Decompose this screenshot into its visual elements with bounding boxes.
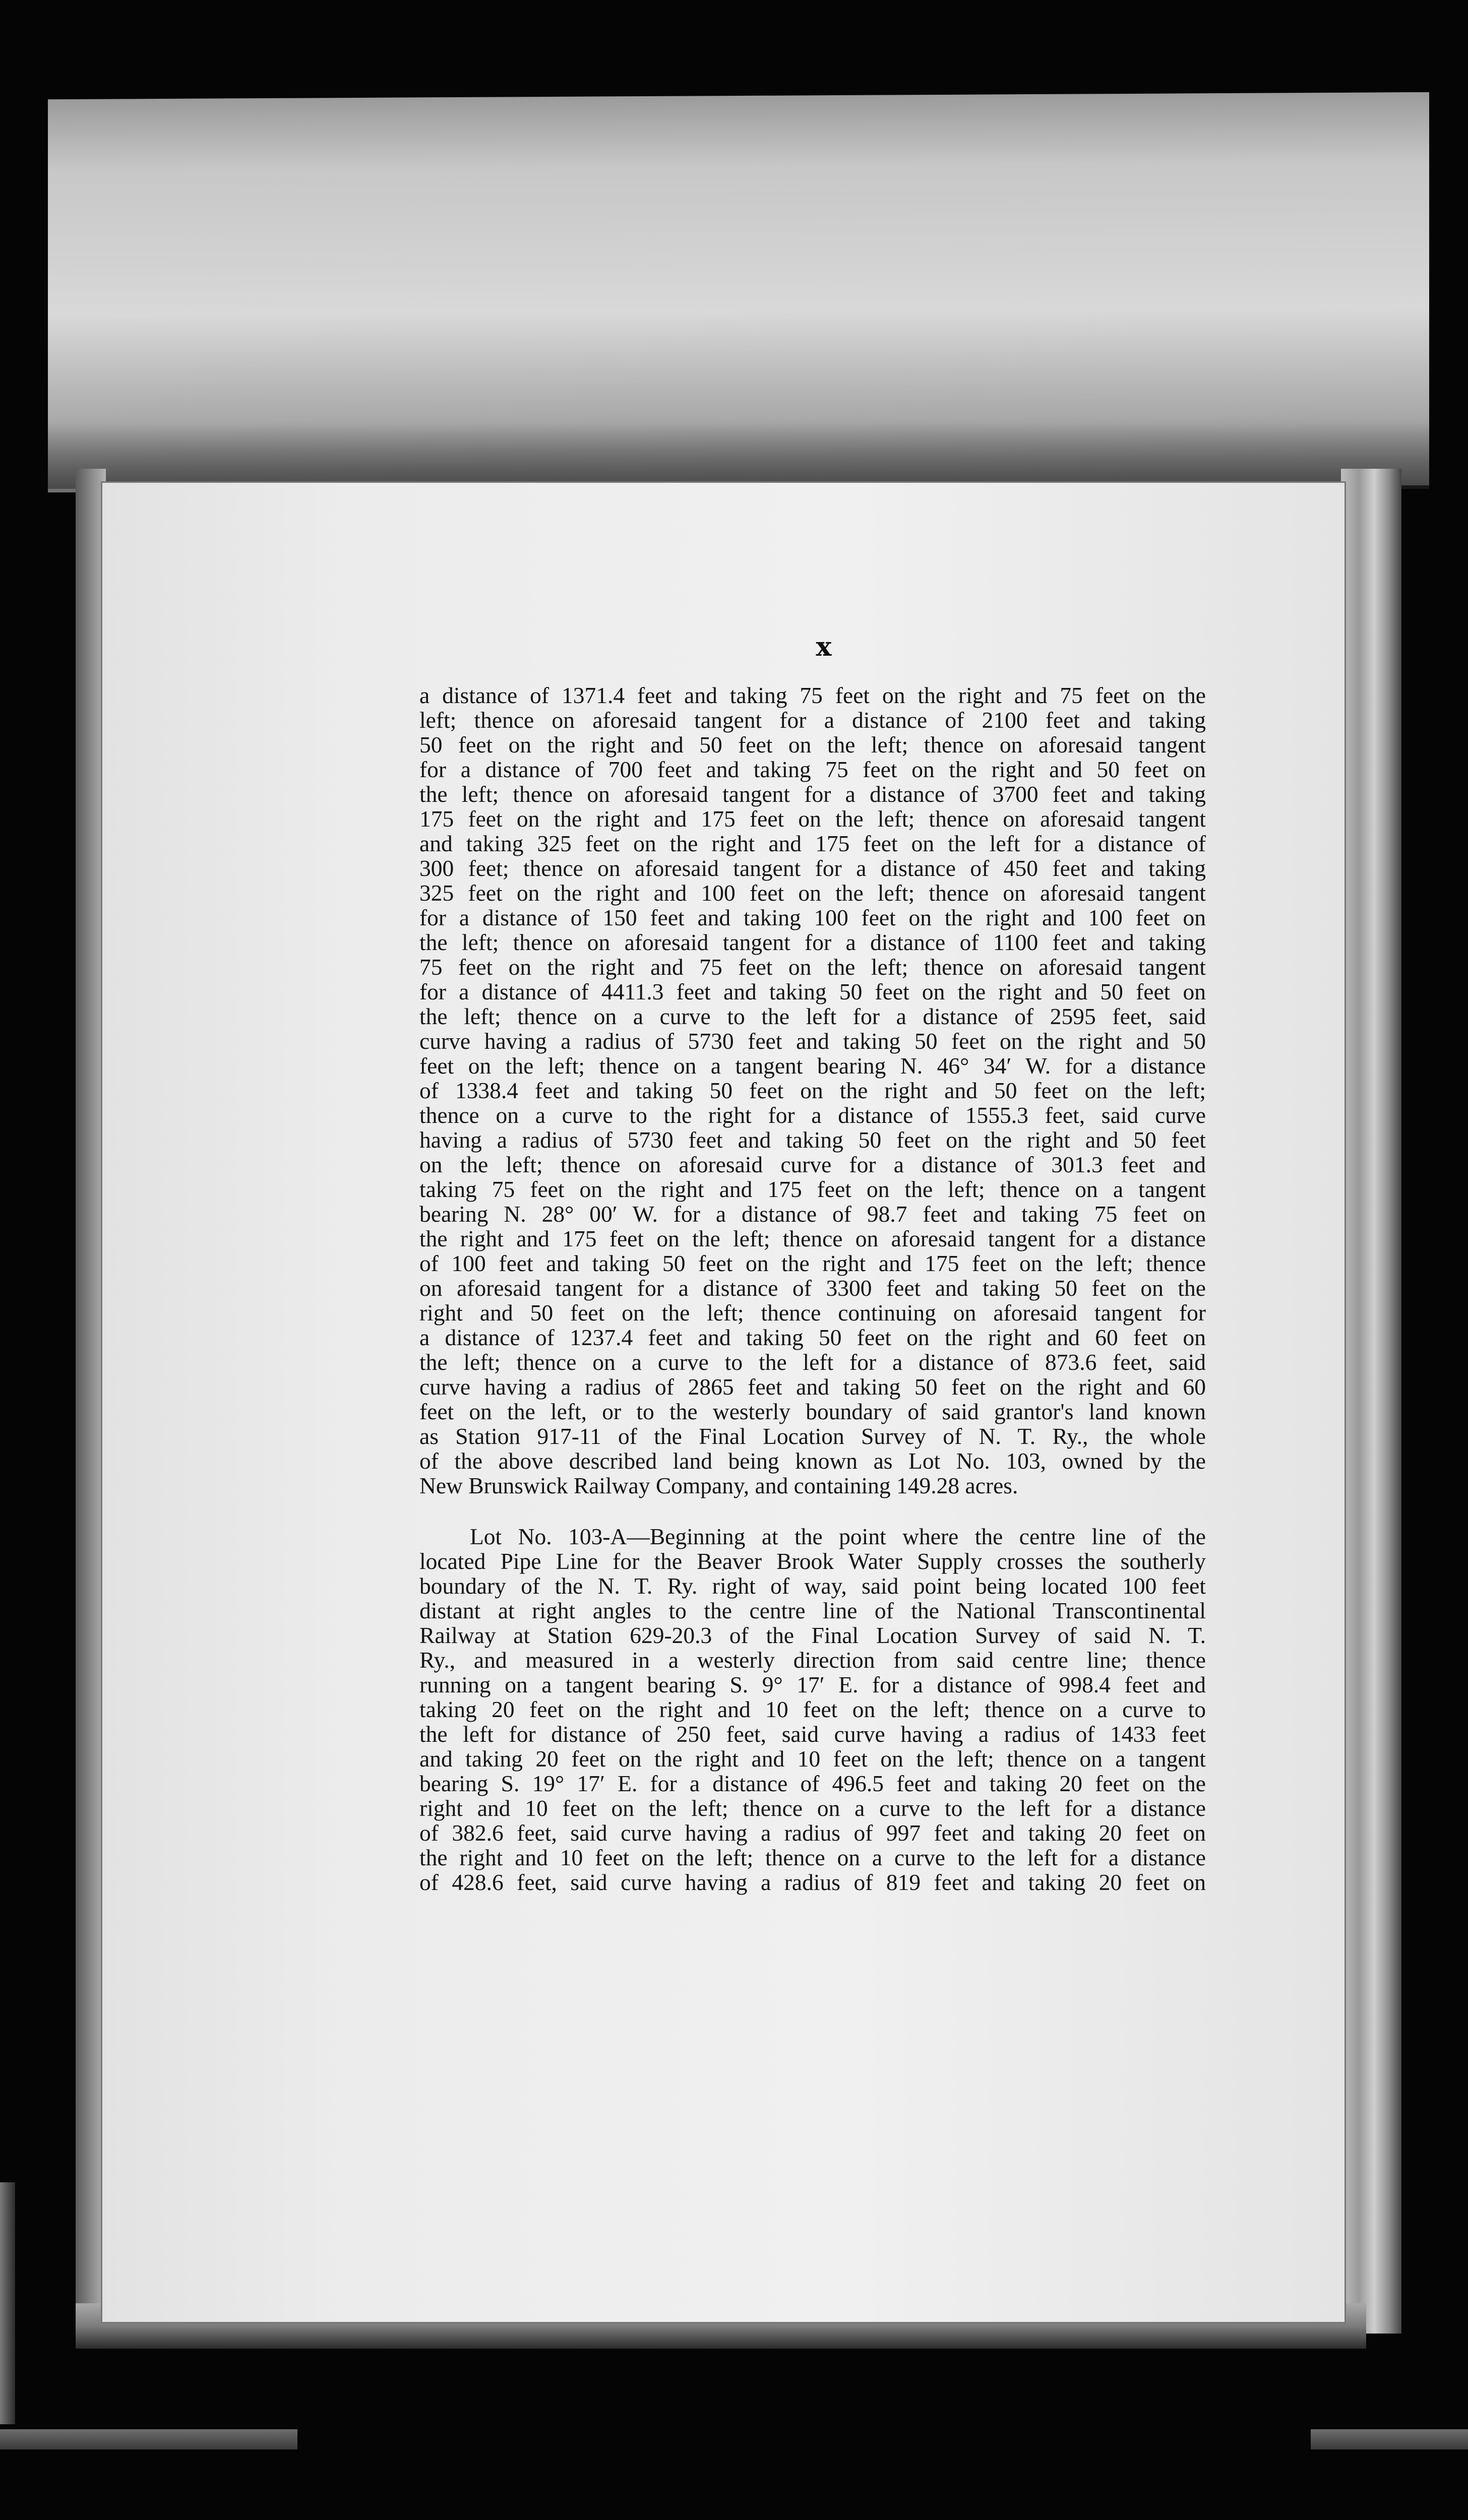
text-line: and taking 20 feet on the right and 10 feet on the left; thence on a tangent	[419, 1746, 1206, 1772]
text-line: boundary of the N. T. Ry. right of way, said point being located 100 feet	[419, 1573, 1206, 1599]
text-line: for a distance of 150 feet and taking 100 feet on the right and 100 feet on	[419, 905, 1206, 930]
text-line: the left; thence on a curve to the left for a distance of 873.6 feet, said	[419, 1349, 1206, 1375]
text-line: 50 feet on the right and 50 feet on the left; thence on aforesaid tangent	[419, 732, 1206, 758]
text-line: the left; thence on aforesaid tangent for a distance of 1100 feet and taking	[419, 929, 1206, 955]
page-mark: x	[816, 632, 832, 662]
text-line: Ry., and measured in a westerly direction from said centre line; thence	[419, 1647, 1206, 1673]
text-line: Lot No. 103-A—Beginning at the point where the centre line of the	[470, 1524, 1206, 1549]
text-line: New Brunswick Railway Company, and containing 149.28 acres.	[419, 1473, 1018, 1498]
text-line: distant at right angles to the centre line of the National Transcontinental	[419, 1598, 1206, 1623]
text-line: the left for distance of 250 feet, said curve having a radius of 1433 feet	[419, 1721, 1206, 1747]
text-line: 300 feet; thence on aforesaid tangent for a distance of 450 feet and taking	[419, 855, 1206, 881]
text-line: a distance of 1237.4 feet and taking 50 feet on the right and 60 feet on	[419, 1325, 1206, 1350]
text-line: the left; thence on aforesaid tangent for a distance of 3700 feet and taking	[419, 781, 1206, 807]
text-line: bearing N. 28° 00′ W. for a distance of 98.7 feet and taking 75 feet on	[419, 1201, 1206, 1227]
text-line: of the above described land being known as Lot No. 103, owned by the	[419, 1448, 1206, 1474]
text-line: right and 50 feet on the left; thence continuing on aforesaid tangent for	[419, 1300, 1206, 1326]
text-line: left; thence on aforesaid tangent for a distance of 2100 feet and taking	[419, 707, 1206, 733]
film-strip-bottom-left	[0, 2429, 297, 2449]
text-line: 175 feet on the right and 175 feet on the left; thence on aforesaid tangent	[419, 806, 1206, 832]
text-line: curve having a radius of 2865 feet and taking 50 feet on the right and 60	[419, 1374, 1206, 1400]
text-line: of 100 feet and taking 50 feet on the right and 175 feet on the left; thence	[419, 1250, 1206, 1276]
text-line: bearing S. 19° 17′ E. for a distance of 496.5 feet and taking 20 feet on the	[419, 1771, 1206, 1796]
page-edges-right	[1341, 469, 1401, 2334]
text-line: right and 10 feet on the left; thence on a curve to the left for a distance	[419, 1795, 1206, 1821]
text-line: feet on the left; thence on a tangent bearing N. 46° 34′ W. for a distance	[419, 1053, 1206, 1079]
text-line: the right and 10 feet on the left; thence on a curve to the left for a distance	[419, 1845, 1206, 1870]
text-line: having a radius of 5730 feet and taking 50 feet on the right and 50 feet	[419, 1127, 1206, 1153]
paragraph-lot-103-a	[419, 1524, 1206, 1895]
text-line: for a distance of 700 feet and taking 75 feet on the right and 50 feet on	[419, 757, 1206, 782]
text-line: running on a tangent bearing S. 9° 17′ E. for a distance of 998.4 feet and	[419, 1672, 1206, 1697]
text-line: located Pipe Line for the Beaver Brook Water Supply crosses the southerly	[419, 1548, 1206, 1574]
text-line: thence on a curve to the right for a distance of 1555.3 feet, said curve	[419, 1102, 1206, 1128]
film-strip-bottom-right	[1311, 2429, 1468, 2449]
text-line: of 382.6 feet, said curve having a radius of 997 feet and taking 20 feet on	[419, 1820, 1206, 1846]
text-line: Railway at Station 629-20.3 of the Final Location Survey of said N. T.	[419, 1622, 1206, 1648]
text-line: of 1338.4 feet and taking 50 feet on the right and 50 feet on the left;	[419, 1078, 1206, 1103]
body-text	[419, 683, 1206, 1895]
text-line: the right and 175 feet on the left; thence on aforesaid tangent for a distance	[419, 1226, 1206, 1251]
text-line: the left; thence on a curve to the left for a distance of 2595 feet, said	[419, 1003, 1206, 1029]
fold-shadow	[48, 423, 1429, 489]
text-line: 325 feet on the right and 100 feet on the left; thence on aforesaid tangent	[419, 880, 1206, 906]
text-line: on aforesaid tangent for a distance of 3300 feet and taking 50 feet on the	[419, 1275, 1206, 1301]
text-line: of 428.6 feet, said curve having a radius of 819 feet and taking 20 feet on	[419, 1869, 1206, 1895]
text-line: for a distance of 4411.3 feet and taking 50 feet on the right and 50 feet on	[419, 979, 1206, 1004]
text-line: on the left; thence on aforesaid curve for a distance of 301.3 feet and	[419, 1152, 1206, 1177]
text-line: taking 20 feet on the right and 10 feet on the left; thence on a curve to	[419, 1696, 1206, 1722]
paragraph-lot-103	[419, 683, 1206, 1498]
text-line: as Station 917-11 of the Final Location Survey of N. T. Ry., the whole	[419, 1423, 1206, 1449]
text-line: and taking 325 feet on the right and 175 feet on the left for a distance of	[419, 831, 1206, 856]
text-line: feet on the left, or to the westerly boundary of said grantor's land known	[419, 1399, 1206, 1424]
text-line: curve having a radius of 5730 feet and taking 50 feet on the right and 50	[419, 1028, 1206, 1054]
text-line: a distance of 1371.4 feet and taking 75 feet on the right and 75 feet on the	[419, 682, 1206, 708]
text-line: taking 75 feet on the right and 175 feet on the left; thence on a tangent	[419, 1176, 1206, 1202]
text-line: 75 feet on the right and 75 feet on the left; thence on aforesaid tangent	[419, 954, 1206, 980]
film-strip-left	[0, 2182, 15, 2424]
